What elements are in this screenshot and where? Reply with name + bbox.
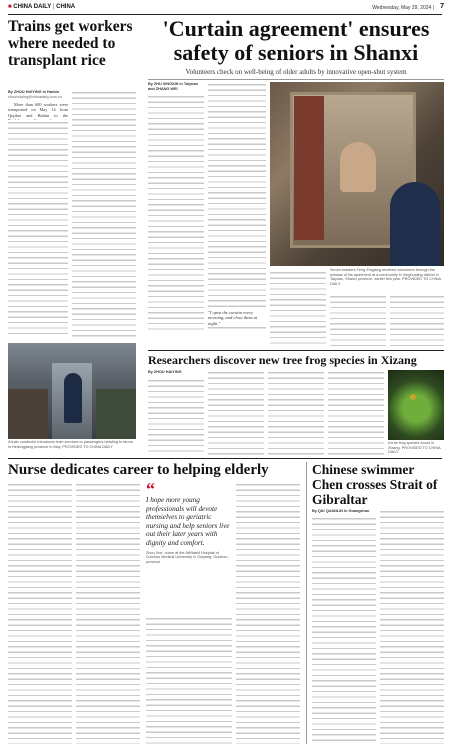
- quote-mark: “: [146, 479, 155, 499]
- masthead-section: CHINA: [56, 4, 76, 10]
- main-byline: By ZHU XINGXIN in Taiyuan and ZHANG WEI: [148, 82, 198, 91]
- nurse-body-col1: [8, 482, 72, 744]
- trains-byline-email: zhouhuiying@chinadaily.com.cn: [8, 94, 63, 99]
- train-photo: [8, 343, 136, 439]
- date-line: Wednesday, May 29, 2024: [372, 5, 432, 11]
- nurse-pull-quote-block: [146, 479, 232, 612]
- frog-byline: By ZHOU HAIYING: [148, 370, 182, 374]
- main-body-col3: [270, 270, 326, 346]
- main-body-col5: [390, 294, 444, 346]
- china-daily-logo: ■ CHINA DAILY | CHINA: [8, 4, 76, 10]
- train-photo-caption: A train conductor introduces train services to passengers heading to farms in Heilongjiang province in May. PROVIDED TO CHINA DAILY: [8, 440, 133, 449]
- frog-photo: [388, 370, 444, 440]
- senior-resident-figure: [340, 142, 376, 192]
- frog-body-col1: [148, 378, 204, 456]
- trains-byline: [8, 90, 68, 99]
- frog-body-col2: [208, 370, 264, 456]
- main-pull-quote: "I open the curtain every morning, and close them at night.": [208, 310, 266, 326]
- nurse-headline: Nurse dedicates career to helping elderly: [8, 462, 269, 478]
- main-photo: [270, 82, 444, 266]
- frog-body-col4: [328, 370, 384, 456]
- trains-headline: Trains get workers where needed to transplant rice: [8, 18, 133, 69]
- masthead-rule: [8, 14, 442, 15]
- volunteer-figure: [390, 182, 440, 266]
- conductor-figure: [64, 373, 82, 423]
- main-subhead: Volunteers check on well-being of older adults by innovative open-shut system: [185, 68, 407, 76]
- passengers-right: [96, 389, 136, 439]
- frog-eye: [410, 394, 416, 400]
- masthead-date: Wednesday, May 29, 2024 |: [372, 5, 434, 11]
- nurse-quote-attrib: Zhou Xue, nurse at the Affiliated Hospital of Guizhou Medical University in Guiyang, Guizhou province: [146, 550, 228, 564]
- masthead-brand: CHINA DAILY: [13, 4, 52, 10]
- main-headline: 'Curtain agreement' ensures safety of seniors in Shanxi: [162, 16, 430, 65]
- swimmer-headline: Chinese swimmer Chen crosses Strait of Gibraltar: [312, 462, 438, 507]
- nurse-body-col3: [146, 616, 232, 744]
- swimmer-byline: By QIU QUANLIN in Guangzhou: [312, 509, 370, 513]
- page-number: 7: [440, 3, 444, 10]
- main-body-col1: [148, 94, 204, 332]
- main-body-col4: [330, 294, 386, 346]
- trains-body-col2: [72, 90, 136, 338]
- trains-body-col1-lines: [8, 120, 68, 338]
- frog-photo-caption: A tree frog species found in Xizang. PROVIDED TO CHINA DAILY: [388, 441, 441, 455]
- frog-headline: Researchers discover new tree frog species in Xizang: [148, 353, 417, 367]
- nurse-body-col4: [236, 482, 300, 744]
- nurse-pull-quote: I hope more young professionals will devote themselves to geriatric nursing and help seniors live out their later years with dignity and comfort.: [146, 496, 230, 547]
- main-body-col2: [208, 82, 266, 332]
- trains-byline-name: By ZHOU HUIYING in Harbin: [8, 90, 60, 94]
- nurse-body-col2: [76, 482, 140, 744]
- swimmer-body-col1: [312, 516, 376, 744]
- trains-lead: More than 600 workers were transported on May 14 from Qiqihar and Hailun to the: [8, 102, 68, 118]
- frog-body-col3: [268, 370, 324, 456]
- curtain-left: [294, 96, 324, 240]
- masthead: [0, 0, 450, 14]
- swimmer-body-col2: [380, 509, 444, 744]
- main-photo-caption: Senior resident Feng Zhigiang receives volunteers through the window of his apartment at a community in Xinghualing district in Taiyuan, Shanxi province, earlier this year. PROVIDED TO CHINA DAILY: [330, 268, 441, 286]
- passengers-left: [8, 389, 48, 439]
